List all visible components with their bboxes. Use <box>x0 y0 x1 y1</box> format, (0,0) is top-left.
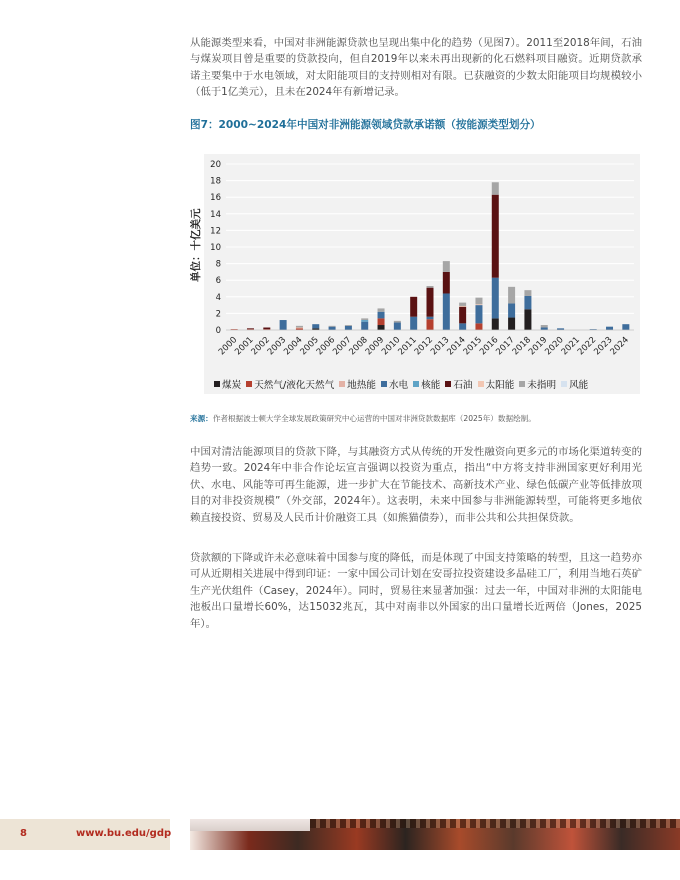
bar-segment <box>606 327 613 330</box>
x-tick-label: 2020 <box>543 335 566 358</box>
figure-source <box>190 413 536 424</box>
x-tick-label: 2012 <box>412 335 436 358</box>
bar-segment <box>475 298 482 305</box>
bar-segment <box>427 286 434 288</box>
legend-label: 天然气/液化天然气 <box>254 380 335 391</box>
stacked-bar-chart <box>204 154 640 394</box>
x-tick-label: 2018 <box>510 335 534 358</box>
legend-swatch <box>519 381 525 387</box>
bar-segment <box>427 317 434 319</box>
bar-segment <box>492 182 499 194</box>
sky-patch <box>190 819 310 831</box>
legend-label: 地热能 <box>347 380 376 391</box>
legend-label: 未指明 <box>527 380 557 391</box>
bar-segment <box>459 303 466 306</box>
bar-segment <box>443 272 450 294</box>
bar-segment <box>378 312 385 319</box>
x-tick-label: 2016 <box>478 335 501 358</box>
bar-segment <box>459 307 466 324</box>
footer-url-link[interactable]: www.bu.edu/gdp <box>76 828 172 839</box>
x-tick-label: 2019 <box>526 335 550 358</box>
x-tick-label: 2011 <box>396 335 419 358</box>
bar-segment <box>443 261 450 272</box>
legend-item <box>478 377 515 391</box>
x-tick-label: 2008 <box>347 335 370 358</box>
bar-segment <box>410 317 417 330</box>
figure-title: 图7：2000~2024年中国对非洲能源领域贷款承诺额（按能源类型划分） <box>190 119 541 131</box>
bar-segment <box>296 326 303 328</box>
bar-segment <box>329 326 336 327</box>
bar-segment <box>427 319 434 330</box>
legend-swatch <box>214 381 220 387</box>
bar-segment <box>378 318 385 325</box>
bar-segment <box>508 303 515 317</box>
y-tick-label: 4 <box>215 292 221 303</box>
bar-segment <box>361 320 368 322</box>
y-tick-label: 18 <box>210 176 221 187</box>
legend-label: 核能 <box>421 380 441 391</box>
body-paragraph-3: 贷款额的下降或许未必意味着中国参与度的降低，而是体现了中国支持策略的转型，且这一趋势亦可从近期相关进展中得到印证：一家中国公司计划在安哥拉投资建设多晶硅工厂，利用当地石英矿生产光伏组件（Casey，2024年）。同时，贸易往来显著加强：过去一年，中国对非洲的太阳能电池板出口量增长60%，达15032兆瓦，其中对南非以外国家的出口量增长近两倍（Jones，2025年）。 <box>190 552 642 630</box>
x-tick-label: 2010 <box>380 335 403 358</box>
y-tick-label: 14 <box>210 209 221 220</box>
bar-segment <box>459 323 466 330</box>
x-tick-label: 2007 <box>331 335 354 358</box>
x-tick-label: 2002 <box>249 335 272 358</box>
y-tick-label: 12 <box>210 226 221 237</box>
bar-segment <box>524 296 531 309</box>
x-tick-label: 2001 <box>233 335 256 358</box>
legend-swatch <box>339 381 345 387</box>
bar-segment <box>394 321 401 323</box>
x-tick-label: 2006 <box>314 335 338 358</box>
legend-swatch <box>561 381 567 387</box>
legend-label: 太阳能 <box>485 380 515 391</box>
x-tick-label: 2014 <box>445 335 468 358</box>
y-axis-label: 单位：十亿美元 <box>190 208 202 282</box>
chart-legend <box>214 377 642 391</box>
bar-segment <box>296 328 303 329</box>
y-tick-label: 10 <box>210 243 221 253</box>
y-tick-label: 0 <box>215 326 221 336</box>
bar-segment <box>280 320 287 330</box>
legend-item <box>381 377 408 391</box>
legend-item <box>413 377 440 391</box>
chart-area <box>204 154 640 394</box>
source-label: 来源： <box>190 414 213 423</box>
x-tick-label: 2003 <box>265 335 289 358</box>
bar-segment <box>361 318 368 320</box>
bar-segment <box>378 325 385 330</box>
bar-segment <box>345 325 352 326</box>
legend-item <box>519 377 556 391</box>
bar-segment <box>410 297 417 317</box>
x-tick-label: 2015 <box>461 335 485 358</box>
bar-segment <box>524 290 531 296</box>
bar-segment <box>378 308 385 311</box>
legend-item <box>339 377 376 391</box>
legend-swatch <box>246 381 252 387</box>
bar-segment <box>263 328 270 330</box>
legend-item <box>445 377 472 391</box>
x-tick-label: 2017 <box>494 335 517 358</box>
bar-segment <box>345 326 352 330</box>
legend-label: 水电 <box>388 380 409 391</box>
bar-segment <box>492 318 499 330</box>
x-tick-label: 2009 <box>363 335 387 358</box>
bar-segment <box>508 318 515 330</box>
x-tick-label: 2013 <box>429 335 452 358</box>
bar-segment <box>492 195 499 278</box>
x-tick-label: 2000 <box>216 335 240 358</box>
x-tick-label: 2022 <box>575 335 599 358</box>
y-tick-label: 16 <box>210 193 221 204</box>
bar-segment <box>622 324 629 330</box>
legend-item <box>561 377 588 391</box>
x-tick-label: 2004 <box>282 335 305 358</box>
bar-segment <box>524 309 531 330</box>
legend-item <box>214 377 241 391</box>
page-footer <box>0 819 680 850</box>
bar-segment <box>508 287 515 304</box>
legend-swatch <box>478 381 484 387</box>
bar-segment <box>247 328 254 329</box>
y-tick-label: 20 <box>210 160 221 170</box>
y-tick-label: 2 <box>215 309 221 320</box>
x-tick-label: 2005 <box>298 335 321 358</box>
bar-segment <box>427 288 434 317</box>
bar-segment <box>492 278 499 319</box>
legend-swatch <box>445 381 451 387</box>
bar-segment <box>475 323 482 330</box>
footer-photo-chinese-architecture <box>190 819 680 850</box>
page-number: 8 <box>20 828 27 839</box>
legend-item <box>246 377 334 391</box>
legend-swatch <box>381 381 387 387</box>
legend-label: 煤炭 <box>222 380 242 391</box>
body-paragraph-2: 中国对清洁能源项目的贷款下降，与其融资方式从传统的开发性融资向更多元的市场化渠道转变的趋势一致。2024年中非合作论坛宣言强调以投资为重点，指出“中方将支持非洲国家更好利用光伏、水电、风能等可再生能源，进一步扩大在节能技术、高新技术产业、绿色低碳产业等低排放项目的对非投资规模”（外交部，2024年）。这表明，未来中国参与非洲能源转型，可能将更多地依赖直接投资、贸易及人民币计价融资工具（如熊猫债券），而非公共和公共担保贷款。 <box>190 446 642 524</box>
legend-label: 风能 <box>569 380 589 391</box>
y-tick-label: 8 <box>215 259 221 270</box>
bar-segment <box>312 324 319 328</box>
x-tick-label: 2024 <box>608 335 631 358</box>
legend-label: 石油 <box>453 380 473 391</box>
bar-segment <box>541 325 548 327</box>
x-tick-label: 2023 <box>592 335 615 358</box>
bar-segment <box>361 322 368 330</box>
intro-paragraph: 从能源类型来看，中国对非洲能源贷款也呈现出集中化的趋势（见图7）。2011至2018年间，石油与煤炭项目曾是重要的贷款投向，但自2019年以来未再出现新的化石燃料项目融资。近期贷款承诺主要集中于水电领域，对太阳能项目的支持则相对有限。已获融资的少数太阳能项目均规模较小（低于1亿美元），且未在2024年有新增记录。 <box>190 37 642 99</box>
y-tick-label: 6 <box>215 276 221 287</box>
bar-segment <box>443 293 450 330</box>
bar-segment <box>459 306 466 307</box>
bar-segment <box>475 305 482 323</box>
source-text: 作者根据波士顿大学全球发展政策研究中心运营的中国对非洲贷款数据库（2025年）数据绘制。 <box>212 414 536 423</box>
bar-segment <box>329 327 336 330</box>
bar-segment <box>394 323 401 330</box>
x-tick-label: 2021 <box>559 335 583 358</box>
legend-swatch <box>413 381 419 387</box>
bar-segment <box>475 304 482 305</box>
